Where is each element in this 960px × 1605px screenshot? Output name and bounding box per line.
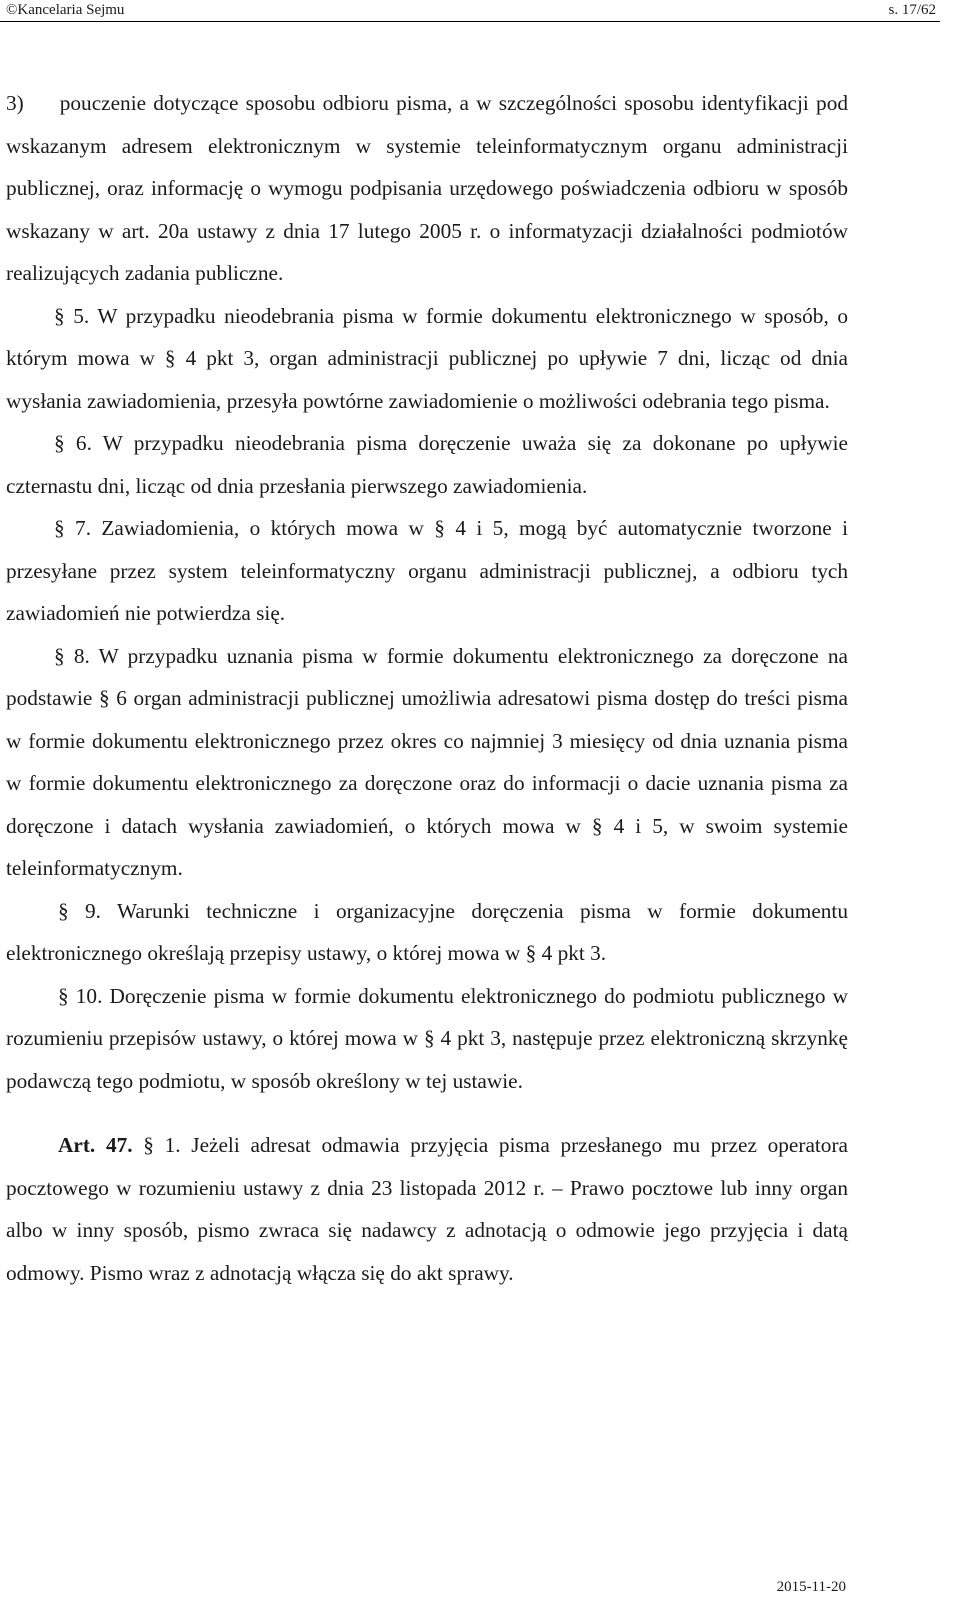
section-7: § 7. Zawiadomienia, o których mowa w § 4 i 5, mogą być automatycznie tworzone i przesyłane przez system teleinformatyczny organu administracji publicznej, a odbioru tych zawiadomień nie potwierdza się. bbox=[6, 516, 848, 625]
section-9: § 9. Warunki techniczne i organizacyjne doręczenia pisma w formie dokumentu elektronicznego określają przepisy ustawy, o której mowa w § 4 pkt 3. bbox=[6, 898, 848, 965]
section-10: § 10. Doręczenie pisma w formie dokumentu elektronicznego do podmiotu publicznego w rozumieniu przepisów ustawy, o której mowa w § 4 pkt 3, następuje przez elektroniczną skrzynkę podawczą tego podmiotu, w sposób określony w tej ustawie. bbox=[6, 983, 848, 1093]
section-8: § 8. W przypadku uznania pisma w formie dokumentu elektronicznego za doręczone na podstawie § 6 organ administracji publicznej umożliwia adresatowi pisma dostęp do treści pisma w formie dokumentu elektronicznego przez okres co najmniej 3 miesięcy od dnia uznania pisma w formie dokumentu elektronicznego za doręczone oraz do informacji o dacie uznania pisma za doręczone i datach wysłania zawiadomień, o których mowa w § 4 i 5, w swoim systemie teleinformatycznym. bbox=[6, 643, 848, 880]
section-5: § 5. W przypadku nieodebrania pisma w formie dokumentu elektronicznego w sposób, o którym mowa w § 4 pkt 3, organ administracji publicznej po upływie 7 dni, licząc od dnia wysłania zawiadomienia, przesyła powtórne zawiadomienie o możliwości odebrania tego pisma. bbox=[6, 303, 848, 413]
article-47-label: Art. 47. bbox=[58, 1133, 133, 1157]
article-47-text: § 1. Jeżeli adresat odmawia przyjęcia pisma przesłanego mu przez operatora pocztowego w rozumieniu ustawy z dnia 23 listopada 2012 r. – Prawo pocztowe lub inny organ albo w inny sposób, pismo zwraca się nadawcy z adnotacją o odmowie jego przyjęcia i datą odmowy. Pismo wraz z adnotacją włącza się do akt sprawy. bbox=[6, 1133, 849, 1285]
document-body bbox=[6, 82, 848, 1294]
list-item-3: 3) pouczenie dotyczące sposobu odbioru pisma, a w szczególności sposobu identyfikacji pod wskazanym adresem elektronicznym w systemie teleinformatycznym organu administracji publicznej, oraz informację o wymogu podpisania urzędowego poświadczenia odbioru w sposób wskazany w art. 20a ustawy z dnia 17 lutego 2005 r. o informatyzacji działalności podmiotów realizujących zadania publiczne. bbox=[6, 91, 848, 285]
page-header bbox=[0, 0, 940, 22]
page-number: s. 17/62 bbox=[888, 2, 936, 18]
section-6: § 6. W przypadku nieodebrania pisma doręczenie uważa się za dokonane po upływie czternastu dni, licząc od dnia przesłania pierwszego zawiadomienia. bbox=[6, 431, 848, 498]
article-47 bbox=[6, 1124, 848, 1294]
document-date: 2015-11-20 bbox=[776, 1579, 846, 1595]
copyright-label: ©Kancelaria Sejmu bbox=[6, 2, 125, 18]
